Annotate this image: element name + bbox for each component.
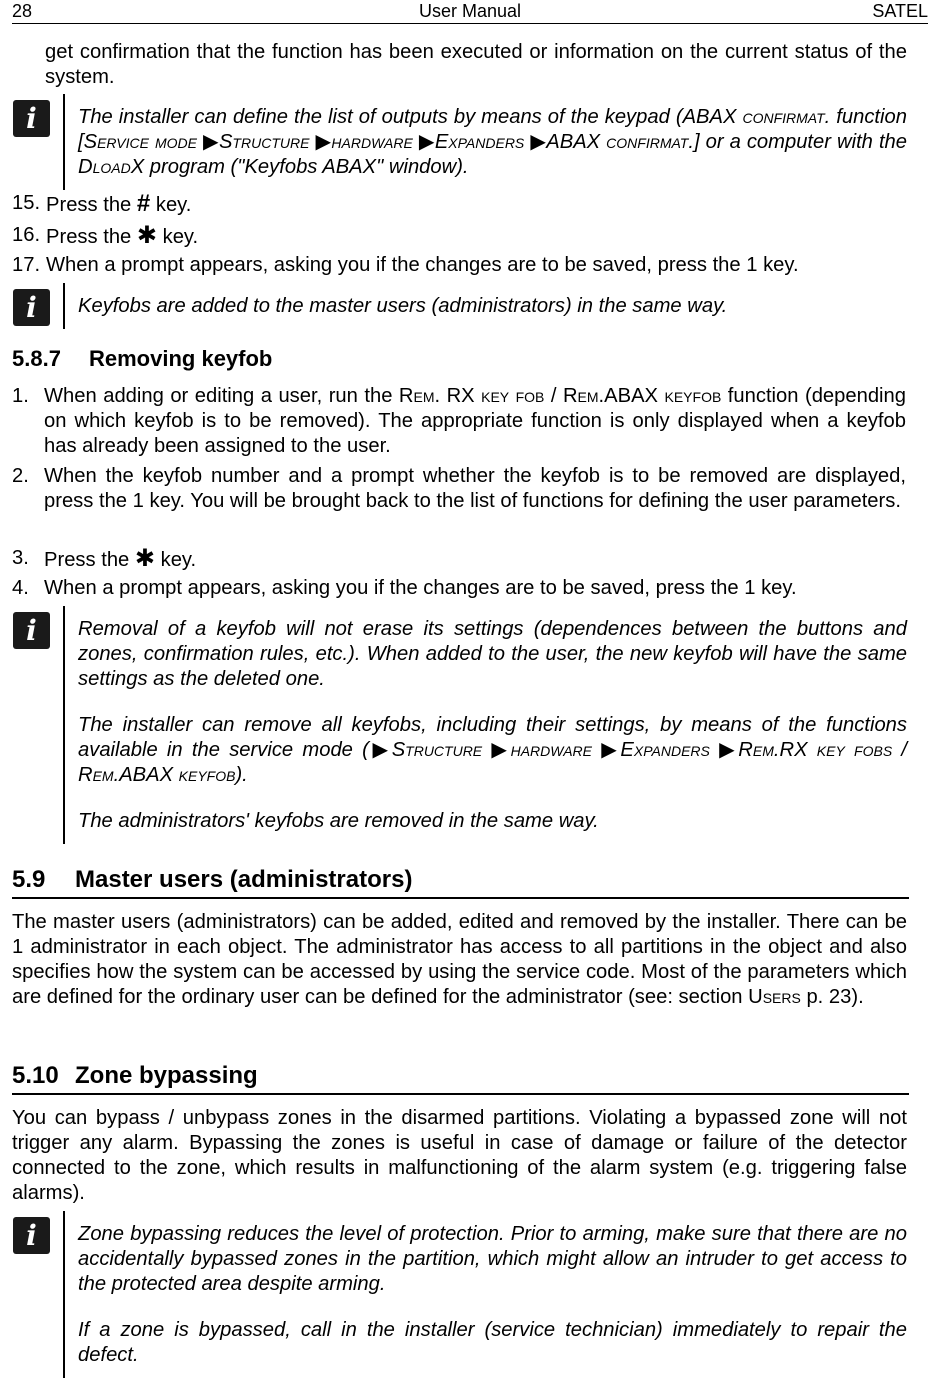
note-divider (63, 283, 65, 329)
info-icon: i (13, 100, 50, 137)
list-item: 17. When a prompt appears, asking you if the changes are to be saved, press the 1 key. (12, 254, 799, 276)
section-heading-5-8-7: 5.8.7 Removing keyfob (12, 346, 273, 371)
section-heading-5-9: 5.9 Master users (administrators) (12, 866, 909, 899)
list-item: 4. When a prompt appears, asking you if the changes are to be saved, press the 1 key. (12, 577, 797, 599)
star-key-icon: ✱ (134, 545, 155, 572)
zone-bypassing-paragraph: You can bypass / unbypass zones in the disarmed partitions. Violating a bypassed zone will not trigger any alarm. Bypassing the zones is useful in case of damage or failure of the detector connected to the zone, which results in malfunctioning of the alarm system (e.g. triggering false alarms). (12, 1107, 907, 1204)
note-divider (63, 1211, 65, 1378)
section-heading-5-10: 5.10 Zone bypassing (12, 1062, 909, 1095)
note-keyfob-settings: Removal of a keyfob will not erase its settings (dependences between the buttons and zones, confirmation rules, etc.). When added to the user, the new keyfob will have the same settings as the deleted one. (78, 618, 907, 690)
info-icon: i (13, 1217, 50, 1254)
header-brand: SATEL (872, 1, 928, 21)
intro-paragraph: get confirmation that the function has been executed or information on the current status of the system. (45, 41, 907, 88)
note-call-installer: If a zone is bypassed, call in the installer (service technician) immediately to repair the defect. (78, 1319, 907, 1366)
star-key-icon: ✱ (136, 222, 157, 249)
note-divider (63, 94, 65, 190)
note-outputs-list: The installer can define the list of outputs by means of the keypad (ABAX confirmat. function [Service mode ▶Structure ▶hardware ▶Expanders ▶ABAX confirmat.] or a computer with the DloadX program ("Keyfobs ABAX" window). (78, 106, 908, 178)
function-name: Rem.ABAX keyfob (562, 385, 722, 407)
info-icon: i (13, 289, 50, 326)
page-number: 28 (12, 1, 33, 21)
info-icon: i (13, 612, 50, 649)
list-item: 15. Press the # key. (12, 190, 192, 217)
note-protection-level: Zone bypassing reduces the level of protection. Prior to arming, make sure that there are no accidentally bypassed zones in the partition, which might allow an intruder to get access to the protected area despite arming. (78, 1223, 907, 1295)
page-header (12, 0, 928, 24)
master-users-paragraph: The master users (administrators) can be added, edited and removed by the installer. There can be 1 administrator in each object. The administrator has access to all partitions in the object and also specifies how the system can be accessed by using the service code. Most of the parameters which are defined for the ordinary user can be defined for the administrator (see: section Users p. 23). (12, 911, 907, 1008)
list-item: 2. When the keyfob number and a prompt whether the keyfob is to be removed are displayed, press the 1 key. You will be brought back to the list of functions for defining the user parameters. (12, 465, 906, 512)
list-item: 1. When adding or editing a user, run the Rem. RX key fob / Rem.ABAX keyfob function (depending on which keyfob is to be removed). The appropriate function is only displayed when a keyfob has already been assigned to the user. (12, 385, 906, 457)
section-reference: Users (748, 986, 801, 1008)
note-divider (63, 606, 65, 844)
list-item: 3. Press the ✱ key. (12, 545, 197, 572)
hash-key-icon: # (136, 190, 151, 217)
header-title: User Manual (418, 1, 522, 21)
function-name: Rem. RX key fob (398, 385, 545, 407)
note-remove-all-keyfobs: The installer can remove all keyfobs, including their settings, by means of the functions available in the service mode (▶Structure ▶hardware ▶Expanders ▶Rem.RX key fobs / Rem.ABAX keyfob). (78, 714, 908, 786)
note-admin-keyfobs: The administrators' keyfobs are removed in the same way. (78, 810, 599, 832)
list-item: 16. Press the ✱ key. (12, 222, 199, 249)
note-master-users: Keyfobs are added to the master users (administrators) in the same way. (78, 295, 728, 317)
